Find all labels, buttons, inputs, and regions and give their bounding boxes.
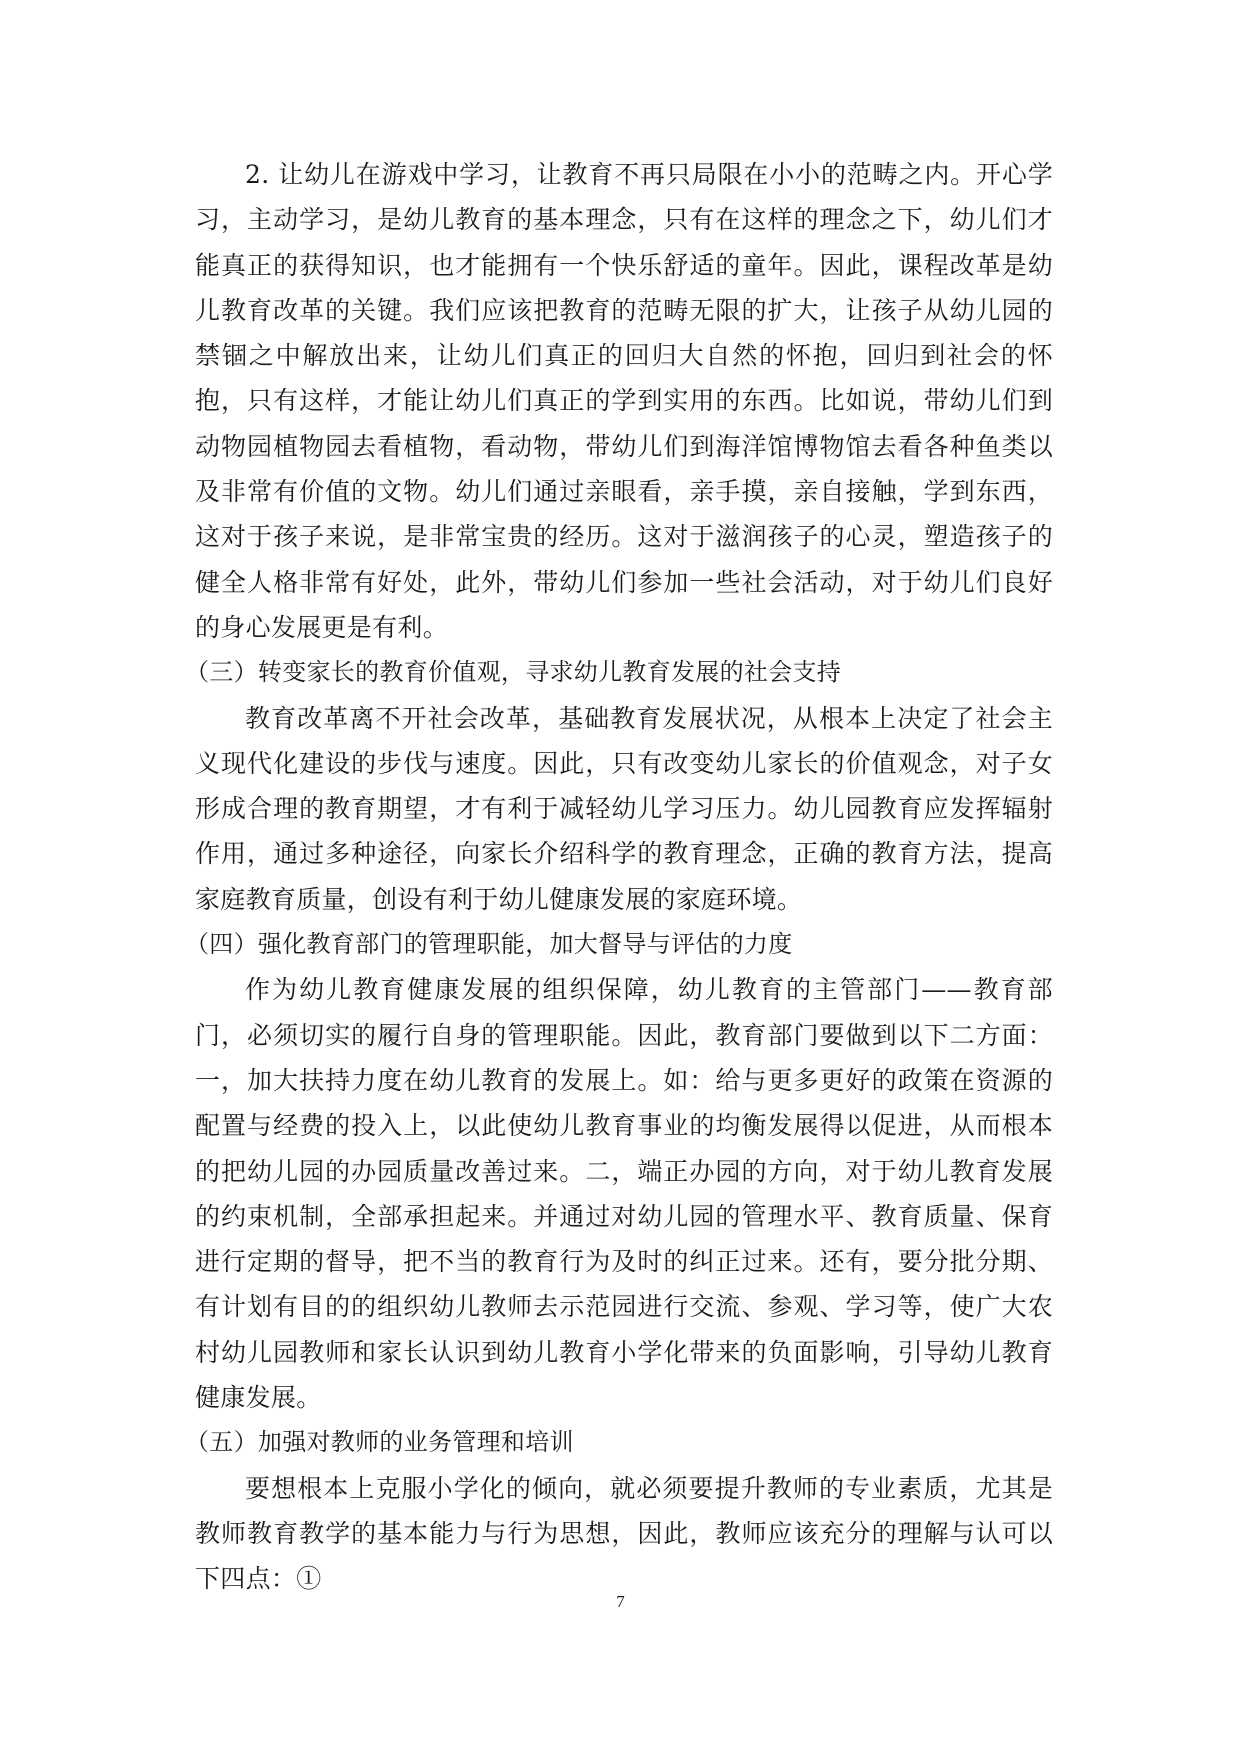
section-heading: （三）转变家长的教育价值观，寻求幼儿教育发展的社会支持: [185, 658, 842, 687]
page-number: 7: [616, 1592, 625, 1611]
body-paragraph: 要想根本上克服小学化的倾向，就必须要提升教师的专业素质，尤其是教师教育教学的基本能力与行为思想，因此，教师应该充分的理解与认可以下四点：①: [195, 1473, 1053, 1594]
section-heading: （四）强化教育部门的管理职能，加大督导与评估的力度: [185, 930, 793, 959]
body-paragraph: 作为幼儿教育健康发展的组织保障，幼儿教育的主管部门——教育部门，必须切实的履行自身的管理职能。因此，教育部门要做到以下二方面：一，加大扶持力度在幼儿教育的发展上。如：给与更多更好的政策在资源的配置与经费的投入上，以此使幼儿教育事业的均衡发展得以促进，从而根本的把幼儿园的办园质量改善过来。二，端正办园的方向，对于幼儿教育发展的约束机制，全部承担起来。并通过对幼儿园的管理水平、教育质量、保育进行定期的督导，把不当的教育行为及时的纠正过来。还有，要分批分期、有计划有目的的组织幼儿教师去示范园进行交流、参观、学习等，使广大农村幼儿园教师和家长认识到幼儿教育小学化带来的负面影响，引导幼儿教育健康发展。: [195, 975, 1053, 1413]
section-heading: （五）加强对教师的业务管理和培训: [185, 1428, 574, 1457]
document-page: [185, 152, 1053, 1602]
body-paragraph: 教育改革离不开社会改革，基础教育发展状况，从根本上决定了社会主义现代化建设的步伐与速度。因此，只有改变幼儿家长的价值观念，对子女形成合理的教育期望，才有利于减轻幼儿学习压力。幼儿园教育应发挥辐射作用，通过多种途径，向家长介绍科学的教育理念，正确的教育方法，提高家庭教育质量，创设有利于幼儿健康发展的家庭环境。: [195, 703, 1053, 914]
body-paragraph: 2. 让幼儿在游戏中学习，让教育不再只局限在小小的范畴之内。开心学习，主动学习，是幼儿教育的基本理念，只有在这样的理念之下，幼儿们才能真正的获得知识，也才能拥有一个快乐舒适的童年。因此，课程改革是幼儿教育改革的关键。我们应该把教育的范畴无限的扩大，让孩子从幼儿园的禁锢之中解放出来，让幼儿们真正的回归大自然的怀抱，回归到社会的怀抱，只有这样，才能让幼儿们真正的学到实用的东西。比如说，带幼儿们到动物园植物园去看植物，看动物，带幼儿们到海洋馆博物馆去看各种鱼类以及非常有价值的文物。幼儿们通过亲眼看，亲手摸，亲自接触，学到东西，这对于孩子来说，是非常宝贵的经历。这对于滋润孩子的心灵，塑造孩子的健全人格非常有好处，此外，带幼儿们参加一些社会活动，对于幼儿们良好的身心发展更是有利。: [195, 160, 1053, 642]
